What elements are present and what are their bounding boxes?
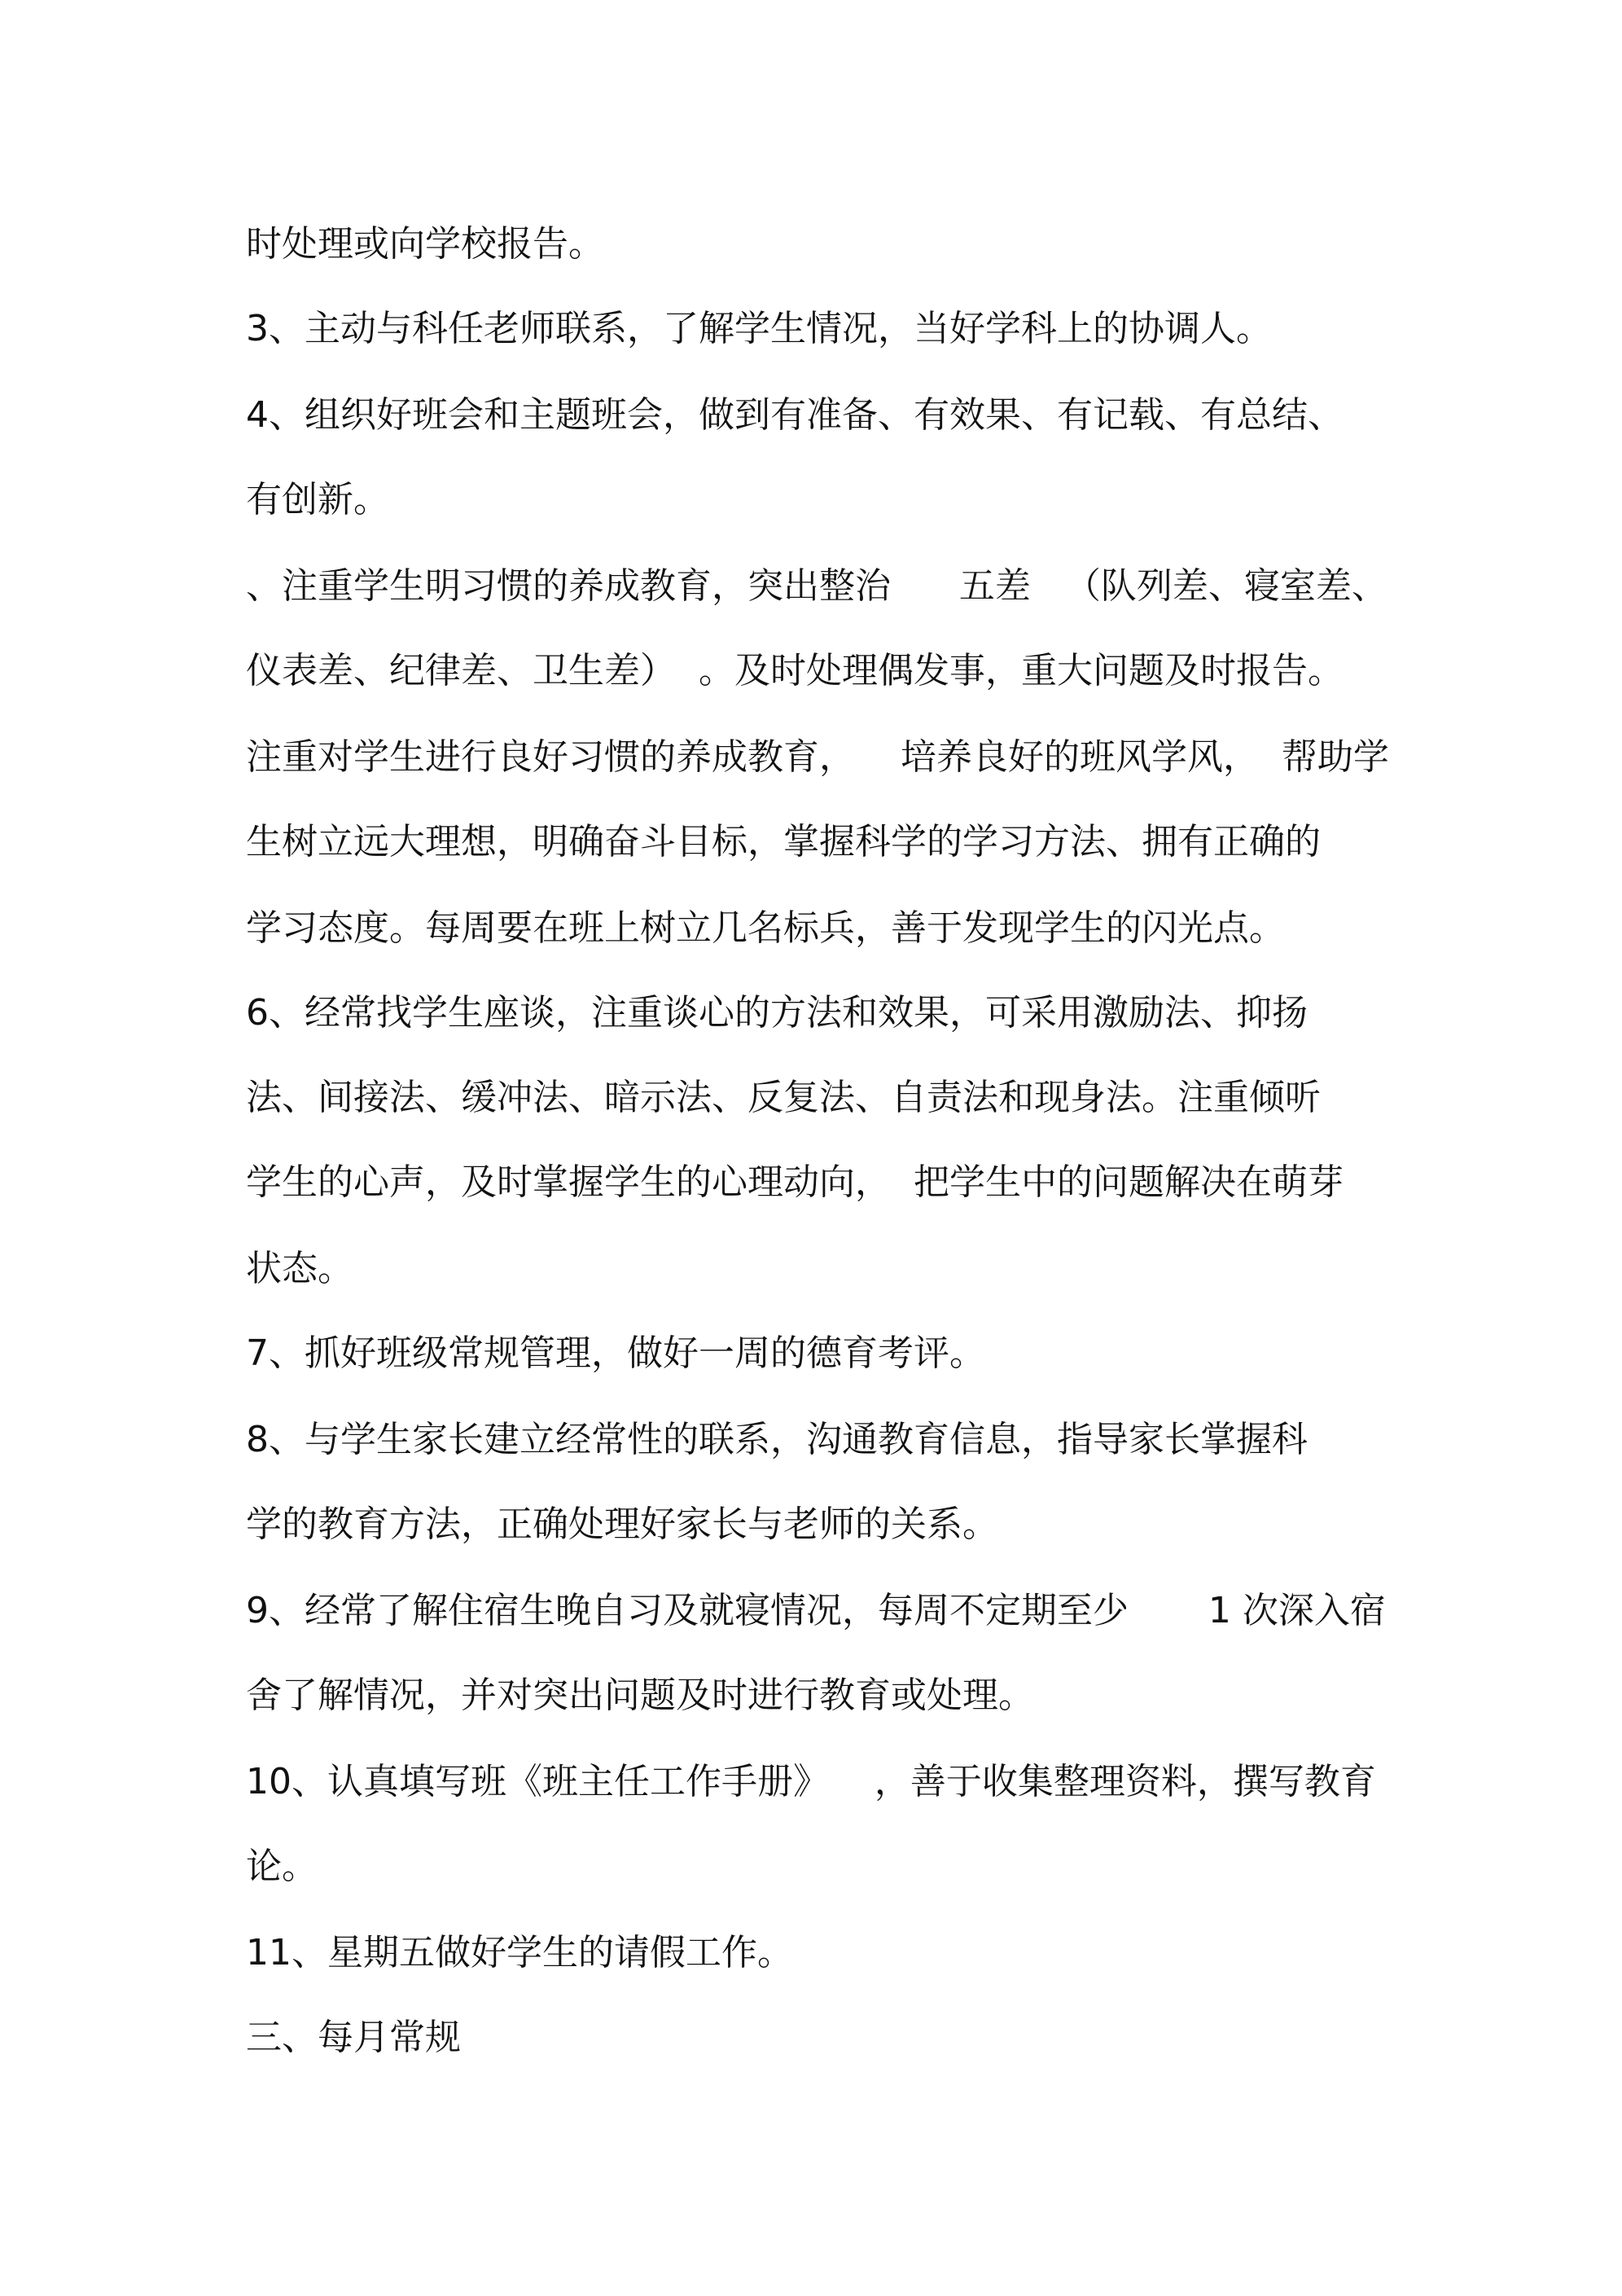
- text-line: 有创新。: [246, 479, 389, 520]
- text-line: 、注重学生明习惯的养成教育，突出整治 五差 （队列差、寝室差、: [246, 565, 1387, 607]
- text-line: 论。: [246, 1846, 318, 1887]
- text-line: 仪表差、纪律差、卫生差） 。及时处理偶发事，重大问题及时报告。: [246, 650, 1344, 691]
- text-line: 3、主动与科任老师联系，了解学生情况，当好学科上的协调人。: [246, 308, 1272, 349]
- text-line: 舍了解情况，并对突出问题及时进行教育或处理。: [246, 1675, 1034, 1716]
- text-line: 11、星期五做好学生的请假工作。: [246, 1932, 793, 1973]
- text-line: 4、组织好班会和主题班会，做到有准备、有效果、有记载、有总结、: [246, 394, 1344, 436]
- text-line: 状态。: [246, 1248, 353, 1289]
- text-line: 9、经常了解住宿生晚自习及就寝情况，每周不定期至少 1 次深入宿: [246, 1590, 1386, 1631]
- text-line: 注重对学生进行良好习惯的养成教育， 培养良好的班风学风， 帮助学: [246, 736, 1389, 778]
- text-line: 学习态度。每周要在班上树立几名标兵，善于发现学生的闪光点。: [246, 907, 1285, 949]
- text-line: 学生的心声，及时掌握学生的心理动向， 把学生中的问题解决在萌芽: [246, 1161, 1344, 1203]
- text-line: 6、经常找学生座谈，注重谈心的方法和效果，可采用激励法、抑扬: [246, 992, 1308, 1034]
- text-line: 学的教育方法，正确处理好家长与老师的关系。: [246, 1504, 998, 1545]
- section-heading: 三、每月常规: [246, 2017, 461, 2058]
- text-line: 生树立远大理想，明确奋斗目标，掌握科学的学习方法、拥有正确的: [246, 821, 1321, 863]
- text-line: 10、认真填写班《班主任工作手册》 ，善于收集整理资料，撰写教育: [246, 1761, 1376, 1802]
- text-line: 7、抓好班级常规管理，做好一周的德育考评。: [246, 1332, 985, 1374]
- text-line: 8、与学生家长建立经常性的联系，沟通教育信息，指导家长掌握科: [246, 1419, 1308, 1460]
- text-line: 时处理或向学校报告。: [246, 223, 604, 265]
- text-line: 法、间接法、缓冲法、暗示法、反复法、自责法和现身法。注重倾听: [246, 1077, 1321, 1118]
